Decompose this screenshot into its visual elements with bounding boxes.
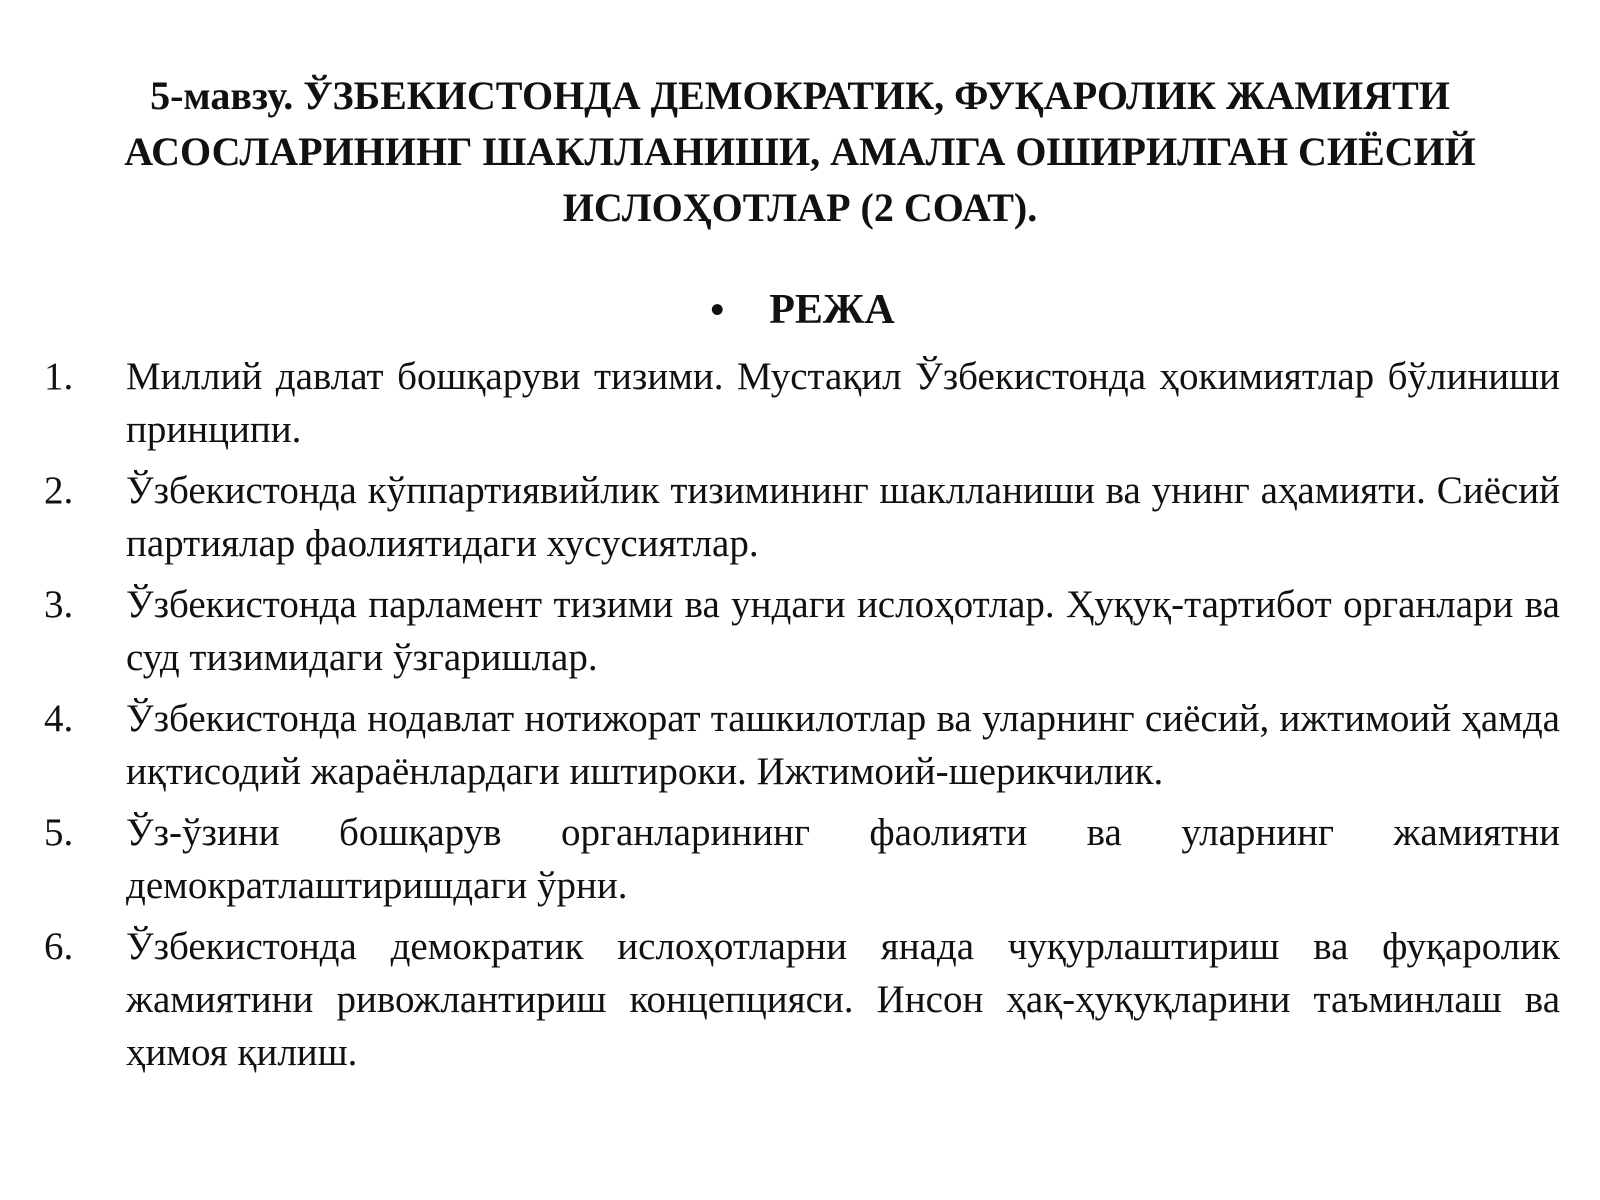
list-item: [44, 806, 1560, 912]
item-text: Миллий давлат бошқаруви тизими. Мустақил Ўзбекистонда ҳокимиятлар бўлиниши принципи.: [126, 355, 1560, 451]
item-text: Ўзбекистонда парламент тизими ва ундаги ислоҳотлар. Ҳуқуқ-тартибот органлари ва суд тизимидаги ўзгаришлар.: [126, 583, 1560, 679]
topic-number: 5-мавзу.: [150, 73, 294, 118]
item-number: 1.: [44, 355, 74, 398]
list-item: [44, 350, 1560, 456]
item-text: Ўзбекистонда демократик ислоҳотларни янада чуқурлаштириш ва фуқаролик жамиятини ривожлантириш концепцияси. Инсон ҳақ-ҳуқуқларини таъминлаш ва ҳимоя қилиш.: [126, 925, 1560, 1074]
plan-heading: [0, 282, 1600, 338]
item-number: 4.: [44, 697, 74, 740]
bullet-icon: •: [710, 287, 725, 332]
item-number: 3.: [44, 583, 74, 626]
plan-heading-label: РЕЖА: [769, 287, 895, 333]
list-item: [44, 920, 1560, 1079]
topic-title: ЎЗБЕКИСТОНДА ДЕМОКРАТИК, ФУҚАРОЛИК ЖАМИЯТИ АСОСЛАРИНИНГ ШАКЛЛАНИШИ, АМАЛГА ОШИРИЛГАН СИЁСИЙ ИСЛОҲОТЛАР (2 СОАТ).: [124, 73, 1476, 230]
item-text: Ўзбекистонда нодавлат нотижорат ташкилотлар ва уларнинг сиёсий, ижтимоий ҳамда иқтисодий жараёнлардаги иштироки. Ижтимоий-шерикчилик.: [126, 697, 1560, 793]
item-text: Ўзбекистонда кўппартиявийлик тизимининг шаклланиши ва унинг аҳамияти. Сиёсий партиялар фаолиятидаги хусусиятлар.: [126, 469, 1560, 565]
plan-list: [44, 350, 1560, 1087]
item-number: 2.: [44, 469, 74, 512]
list-item: [44, 464, 1560, 570]
list-item: [44, 578, 1560, 684]
document-title: [40, 68, 1560, 236]
item-text: Ўз-ўзини бошқарув органларининг фаолияти ва уларнинг жамиятни демократлаштиришдаги ўрни.: [126, 811, 1560, 907]
item-number: 6.: [44, 925, 74, 968]
item-number: 5.: [44, 811, 74, 854]
list-item: [44, 692, 1560, 798]
